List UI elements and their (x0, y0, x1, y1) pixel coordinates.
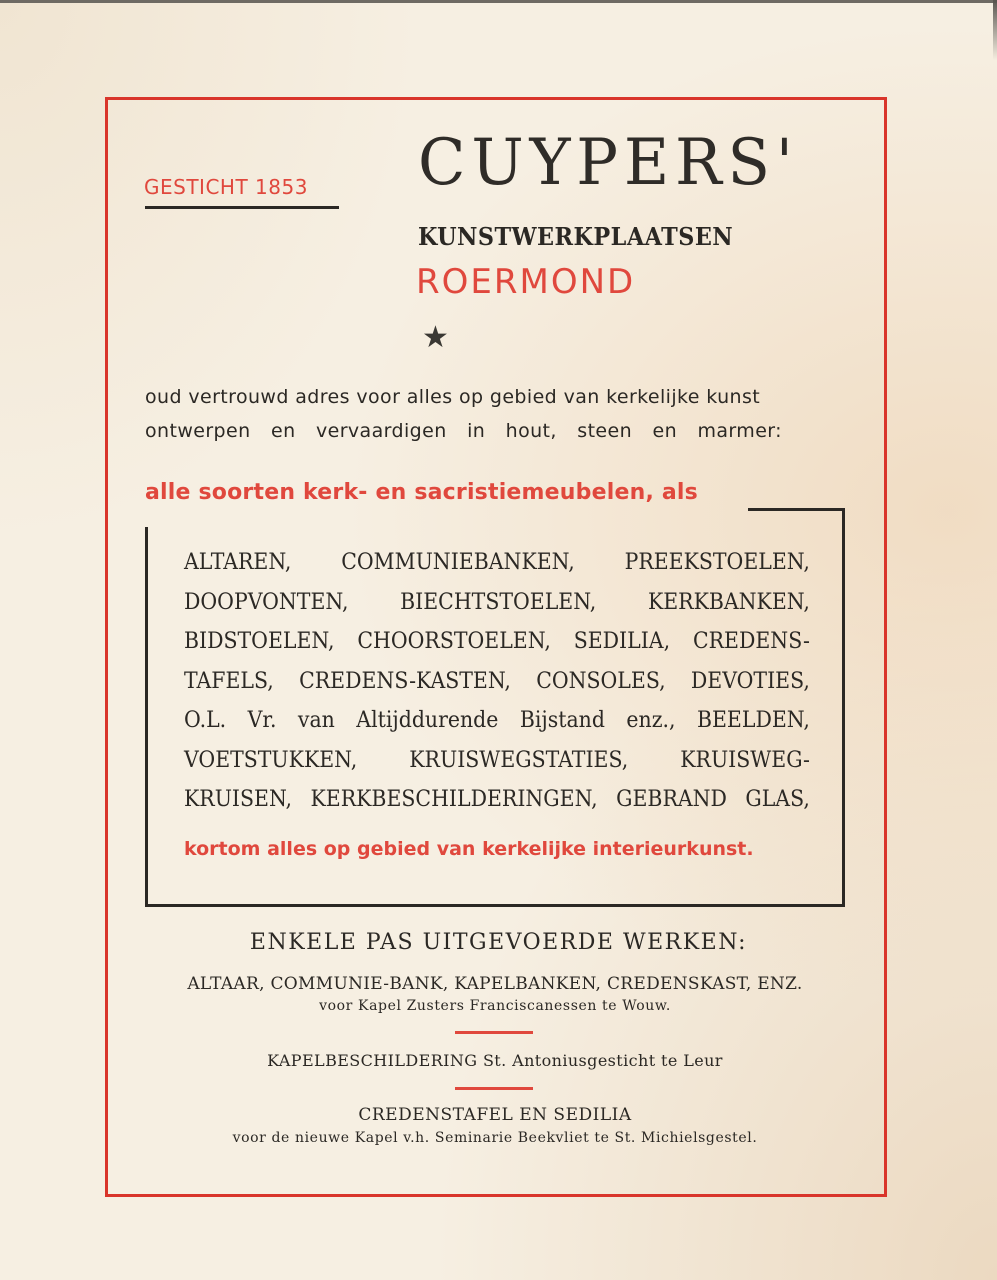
page-edge-shadow (993, 0, 997, 60)
red-separator (455, 1087, 533, 1090)
works-heading: ENKELE PAS UITGEVOERDE WERKEN: (249, 930, 748, 955)
red-separator (455, 1031, 533, 1034)
brand-subtitle: KUNSTWERKPLAATSEN (418, 222, 734, 251)
catalog-item-line: DOOPVONTEN, BIECHTSTOELEN, KERKBANKEN, (184, 589, 810, 615)
catalog-heading: alle soorten kerk- en sacristiemeubelen, als (145, 480, 698, 505)
catalog-item-line: O.L. Vr. van Altijddurende Bijstand enz., BEELDEN, (184, 708, 810, 733)
catalog-item-line: TAFELS, CREDENS-KASTEN, CONSOLES, DEVOTIES, (184, 668, 810, 694)
catalog-item-line: BIDSTOELEN, CHOORSTOELEN, SEDILIA, CREDENS- (184, 629, 810, 654)
intro-line-2: ontwerpen en vervaardigen in hout, steen en marmer: (145, 420, 782, 442)
work-entry-3-title: CREDENSTAFEL EN SEDILIA (358, 1105, 632, 1125)
catalog-closing: kortom alles op gebied van kerkelijke interieurkunst. (184, 838, 754, 860)
catalog-item-line: KRUISEN, KERKBESCHILDERINGEN, GEBRAND GLAS, (184, 787, 810, 812)
intro-line-1: oud vertrouwd adres voor alles op gebied van kerkelijke kunst (145, 386, 761, 408)
page-edge (0, 0, 997, 3)
catalog-item-line: ALTAREN, COMMUNIEBANKEN, PREEKSTOELEN, (184, 550, 810, 575)
work-entry-2-title: KAPELBESCHILDERING St. Antoniusgesticht te Leur (267, 1051, 723, 1070)
brand-title: CUYPERS' (418, 126, 799, 200)
catalog-box-border-left (145, 527, 148, 907)
catalog-item-line: VOETSTUKKEN, KRUISWEGSTATIES, KRUISWEG- (184, 747, 810, 773)
catalog-box-border-top (748, 508, 844, 511)
founded-underline (145, 206, 339, 209)
work-entry-1-detail: voor Kapel Zusters Franciscanessen te Wouw. (319, 998, 671, 1014)
founded-label: GESTICHT 1853 (144, 175, 308, 199)
catalog-box-border-bottom (145, 904, 845, 907)
catalog-item-list (184, 543, 810, 820)
city-name: ROERMOND (416, 262, 636, 302)
work-entry-1-title: ALTAAR, COMMUNIE-BANK, KAPELBANKEN, CREDENSKAST, ENZ. (187, 974, 803, 994)
star-icon: ★ (422, 320, 449, 355)
work-entry-3-detail: voor de nieuwe Kapel v.h. Seminarie Beekvliet te St. Michielsgestel. (232, 1130, 758, 1146)
catalog-box-border-right (842, 508, 845, 907)
